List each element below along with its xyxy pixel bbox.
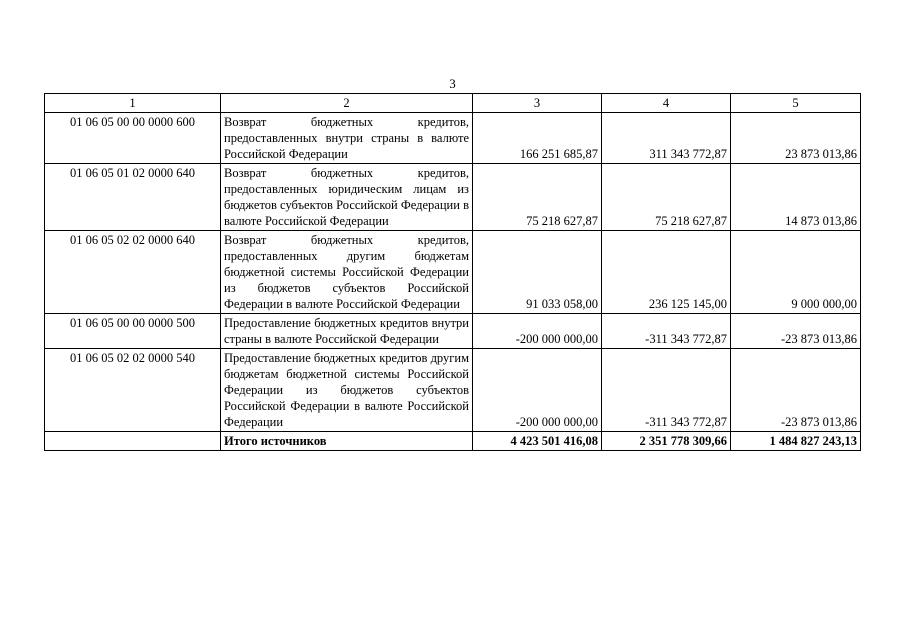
budget-code-cell: 01 06 05 02 02 0000 640 [45, 231, 221, 314]
description-cell: Возврат бюджетных кредитов, предоставленных другим бюджетам бюджетной системы Российской Федерации из бюджетов субъектов Российской Федерации в валюте Российской Федерации [221, 231, 473, 314]
table-row [45, 231, 861, 314]
budget-code-cell: 01 06 05 02 02 0000 540 [45, 349, 221, 432]
description-cell: Предоставление бюджетных кредитов внутри страны в валюте Российской Федерации [221, 314, 473, 349]
amount-cell: -311 343 772,87 [602, 349, 731, 432]
amount-cell: -311 343 772,87 [602, 314, 731, 349]
total-amount-cell: 2 351 778 309,66 [602, 432, 731, 451]
total-amount-cell: 1 484 827 243,13 [731, 432, 861, 451]
table-row [45, 164, 861, 231]
amount-cell: 75 218 627,87 [473, 164, 602, 231]
amount-cell: 236 125 145,00 [602, 231, 731, 314]
column-header: 3 [473, 94, 602, 113]
description-cell: Предоставление бюджетных кредитов другим бюджетам бюджетной системы Российской Федерации из бюджетов субъектов Российской Федерации в валюте Российской Федерации [221, 349, 473, 432]
table-row [45, 314, 861, 349]
amount-cell: 14 873 013,86 [731, 164, 861, 231]
page-number: 3 [449, 76, 456, 91]
budget-code-cell: 01 06 05 00 00 0000 500 [45, 314, 221, 349]
amount-cell: 9 000 000,00 [731, 231, 861, 314]
column-header: 4 [602, 94, 731, 113]
description-cell: Возврат бюджетных кредитов, предоставленных внутри страны в валюте Российской Федерации [221, 113, 473, 164]
amount-cell: -23 873 013,86 [731, 314, 861, 349]
amount-cell: 166 251 685,87 [473, 113, 602, 164]
amount-cell: 311 343 772,87 [602, 113, 731, 164]
amount-cell: 75 218 627,87 [602, 164, 731, 231]
amount-cell: -200 000 000,00 [473, 314, 602, 349]
budget-code-cell: 01 06 05 01 02 0000 640 [45, 164, 221, 231]
sources-table [44, 93, 861, 451]
amount-cell: -23 873 013,86 [731, 349, 861, 432]
column-header: 5 [731, 94, 861, 113]
column-header: 2 [221, 94, 473, 113]
table-header-row [45, 94, 861, 113]
table-row [45, 113, 861, 164]
budget-code-cell: 01 06 05 00 00 0000 600 [45, 113, 221, 164]
column-header: 1 [45, 94, 221, 113]
total-amount-cell: 4 423 501 416,08 [473, 432, 602, 451]
amount-cell: -200 000 000,00 [473, 349, 602, 432]
table-row [45, 349, 861, 432]
amount-cell: 23 873 013,86 [731, 113, 861, 164]
total-row [45, 432, 861, 451]
description-cell: Возврат бюджетных кредитов, предоставленных юридическим лицам из бюджетов субъектов Российской Федерации в валюте Российской Федерации [221, 164, 473, 231]
empty-code-cell [45, 432, 221, 451]
amount-cell: 91 033 058,00 [473, 231, 602, 314]
total-label: Итого источников [221, 432, 473, 451]
